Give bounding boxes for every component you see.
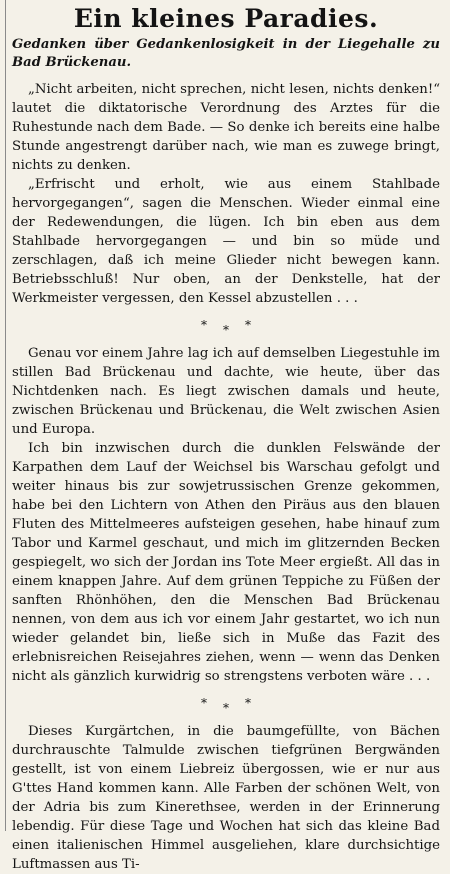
paragraph: Dieses Kurgärtchen, in die baumgefüllte, von Bächen durchrauschte Talmulde zwischen tiefgrünen Bergwänden gestellt, ist von einem Liebreiz übergossen, wie er nur aus G'ttes Hand kommen kann. Alle Farben der schönen Welt, von der Adria bis zum Kinerethsee, werden in der Erinnerung lebendig. Für diese Tage und Wochen hat sich das kleine Bad einen italienischen Himmel ausgeliehen, klare durchsichtige Luftmassen aus Ti-: [12, 724, 440, 872]
separator-star: *: [201, 696, 223, 710]
article-title: Ein kleines Paradies.: [73, 4, 379, 33]
paragraph: „Nicht arbeiten, nicht sprechen, nicht lesen, nichts denken!“ lautet die diktatorische Verordnung des Arztes für die Ruhestunde nach dem Bade. — So denke ich bereits eine halbe Stunde angestrengt darüber nach, wie man es zuwege bringt, nichts zu denken.: [12, 82, 440, 173]
separator-star: *: [245, 696, 267, 710]
separator-star: *: [201, 318, 223, 332]
section-separator: [12, 318, 440, 337]
separator-star: *: [223, 701, 245, 715]
separator-star: *: [245, 318, 267, 332]
paragraph: Ich bin inzwischen durch die dunklen Felswände der Karpathen dem Lauf der Weichsel bis Warschau gefolgt und weiter hinaus bis zur sowjetrussischen Grenze gekommen, habe bei den Lichtern von Athen den Piräus aus den blauen Fluten des Mittelmeeres aufsteigen gesehen, habe hinauf zum Tabor und Karmel geschaut, und mich im glitzernden Becken gespiegelt, wo sich der Jordan ins Tote Meer ergießt. All das in einem knappen Jahre. Auf dem grünen Teppiche zu Füßen der sanften Rhönhöhen, den die Menschen Bad Brückenau nennen, von dem aus ich vor einem Jahr gestartet, wo ich nun wieder gelandet bin, ließe sich in Muße das Fazit des erlebnisreichen Reisejahres ziehen, wenn — wenn das Denken nicht als gänzlich kurwidrig so strengstens verboten wäre . . .: [12, 441, 440, 684]
newspaper-column: [5, 0, 443, 872]
paragraph: Genau vor einem Jahre lag ich auf demselben Liegestuhle im stillen Bad Brückenau und dachte, wie heute, über das Nichtdenken nach. Es liegt zwischen damals und heute, zwischen Brückenau und Brückenau, die Welt zwischen Asien und Europa.: [12, 346, 440, 437]
article-subtitle: Gedanken über Gedankenlosigkeit in der Liegehalle zu Bad Brückenau.: [12, 37, 440, 70]
separator-star: *: [223, 323, 245, 337]
paragraph: „Erfrischt und erholt, wie aus einem Stahlbade hervorgegangen“, sagen die Menschen. Wieder einmal eine der Redewendungen, die lügen. Ich bin eben aus dem Stahlbade hervorgegangen — und bin so müde und zerschlagen, daß ich meine Glieder nicht bewegen kann. Betriebsschluß! Nur oben, an der Denkstelle, hat der Werkmeister vergessen, den Kessel abzustellen . . .: [12, 177, 440, 306]
section-separator: [12, 696, 440, 715]
